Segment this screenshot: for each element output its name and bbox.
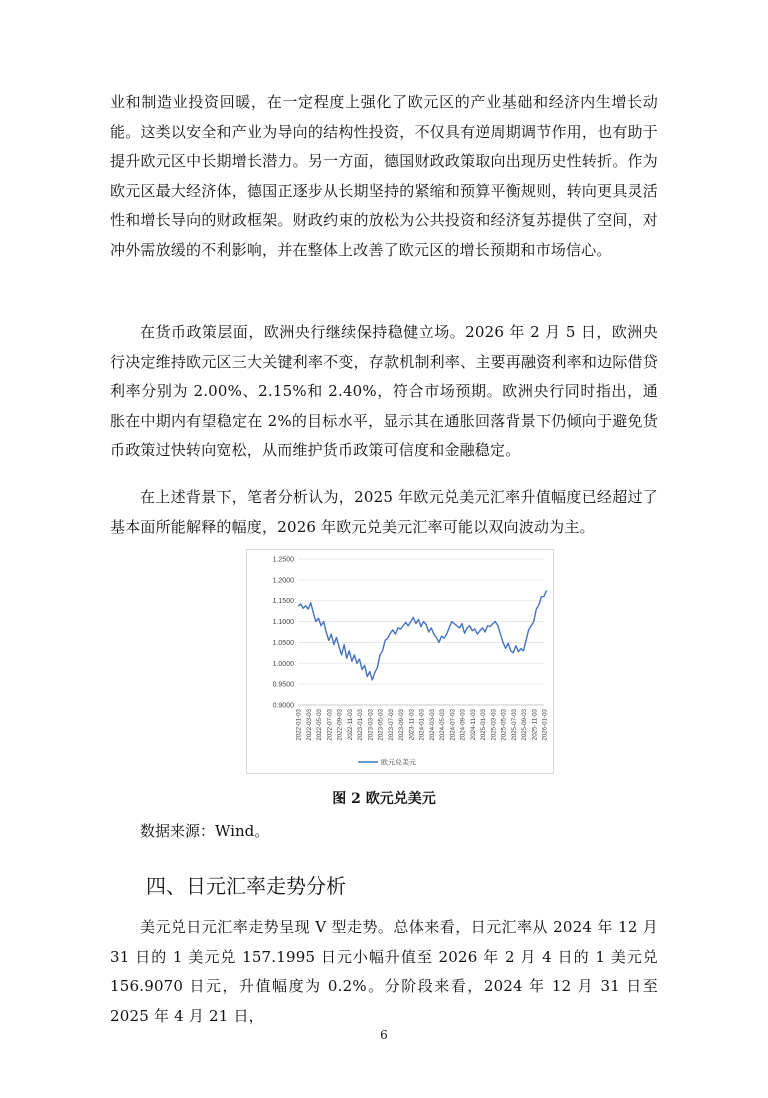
x-tick-label: 2023-09-03 [398, 709, 405, 741]
body-paragraph-2: 在货币政策层面，欧洲央行继续保持稳健立场。2026 年 2 月 5 日，欧洲央行决定维持欧元区三大关键利率不变，存款机制利率、主要再融资利率和边际借贷利率分别为 2.00%、2.15%和 2.40%，符合市场预期。欧洲央行同时指出，通胀在中期内有望稳定在 2%的目标水平，显示其在通胀回落背景下仍倾向于避免货币政策过快转向宽松，从而维护货币政策可信度和金融稳定。 [110, 323, 658, 459]
x-tick-label: 2024-03-03 [428, 709, 436, 741]
body-paragraph-4: 美元兑日元汇率走势呈现 V 型走势。总体来看，日元汇率从 2024 年 12 月 31 日的 1 美元兑 157.1995 日元小幅升值至 2026 年 2 月 4 日的 1 美元兑 156.9070 日元，升值幅度为 0.2%。分阶段来看，2024 年 12 月 31 日至 2025 年 4 月 21 日， [110, 918, 658, 1025]
x-tick-label: 2022-09-03 [336, 709, 344, 741]
x-tick-label: 2022-11-03 [346, 709, 354, 741]
body-paragraph-3: 在上述背景下，笔者分析认为，2025 年欧元兑美元汇率升值幅度已经超过了基本面所能解释的幅度，2026 年欧元兑美元汇率可能以双向波动为主。 [110, 488, 658, 536]
eurusd-chart [246, 549, 554, 774]
x-tick-label: 2024-05-03 [439, 709, 446, 741]
x-tick-label: 2025-07-03 [510, 709, 518, 741]
y-tick-label: 1.2500 [272, 556, 294, 564]
x-tick-label: 2023-01-03 [357, 709, 364, 741]
x-tick-label: 2025-03-03 [490, 709, 498, 741]
data-source: 数据来源：Wind。 [140, 822, 270, 840]
x-tick-label: 2023-11-03 [408, 709, 416, 741]
y-tick-label: 1.2000 [272, 577, 294, 585]
figure-caption: 图 2 欧元兑美元 [332, 791, 436, 807]
x-tick-label: 2024-07-03 [449, 709, 457, 741]
legend-label: 欧元兑美元 [381, 758, 416, 767]
x-tick-label: 2024-11-03 [469, 709, 477, 741]
x-tick-label: 2022-03-03 [305, 709, 313, 741]
x-tick-label: 2023-05-03 [377, 709, 385, 741]
x-tick-label: 2023-03-03 [367, 709, 375, 741]
y-tick-label: 1.1500 [272, 598, 294, 606]
section-title: 四、日元汇率走势分析 [146, 874, 346, 898]
x-tick-label: 2022-07-03 [326, 709, 334, 741]
x-tick-label: 2024-01-03 [418, 709, 426, 741]
y-tick-label: 1.0500 [272, 639, 294, 647]
x-tick-label: 2022-05-03 [316, 709, 323, 741]
x-tick-label: 2023-07-03 [387, 709, 395, 741]
x-tick-label: 2025-09-03 [521, 709, 528, 741]
y-tick-label: 1.1000 [272, 619, 294, 627]
body-paragraph-1: 业和制造业投资回暖，在一定程度上强化了欧元区的产业基础和经济内生增长动能。这类以安全和产业为导向的结构性投资，不仅具有逆周期调节作用，也有助于提升欧元区中长期增长潜力。另一方面，德国财政政策取向出现历史性转折。作为欧元区最大经济体，德国正逐步从长期坚持的紧缩和预算平衡规则，转向更具灵活性和增长导向的财政框架。财政约束的放松为公共投资和经济复苏提供了空间，对冲外需放缓的不利影响，并在整体上改善了欧元区的增长预期和市场信心。 [110, 93, 658, 259]
eurusd-chart-svg [246, 549, 554, 774]
y-tick-label: 0.9500 [272, 681, 294, 689]
y-tick-label: 1.0000 [272, 660, 294, 668]
x-tick-label: 2024-09-03 [459, 709, 467, 741]
y-tick-label: 0.9000 [272, 702, 294, 710]
x-tick-label: 2026-01-03 [541, 709, 549, 741]
page-number: 6 [380, 1028, 388, 1042]
x-tick-label: 2025-05-03 [500, 709, 508, 741]
x-tick-label: 2025-11-03 [531, 709, 539, 741]
x-tick-label: 2022-01-03 [295, 709, 303, 741]
x-tick-label: 2025-01-03 [480, 709, 487, 741]
